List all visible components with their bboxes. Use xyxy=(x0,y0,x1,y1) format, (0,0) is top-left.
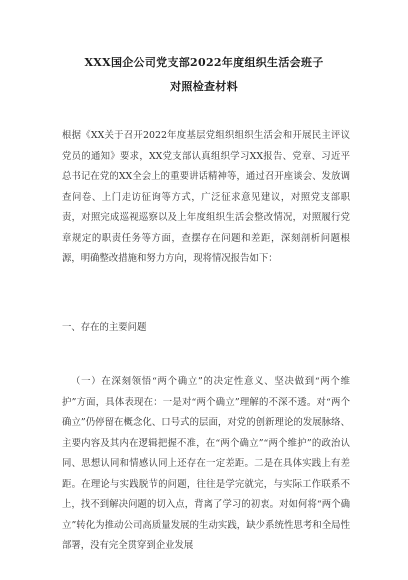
document-title-line-1: XXX国企公司党支部2022年度组织生活会班子 xyxy=(84,56,324,69)
document-title-line-2: 对照检查材料 xyxy=(170,80,238,93)
intro-paragraph: 根据《XX关于召开2022年度基层党组织组织生活会和开展民主评议党员的通知》要求，XX党支部认真组织学习XX报告、党章、习近平总书记在党的XX全会上的重要讲话精神等，通过召开座谈会、发放调查问卷、上门走访征询等方式，广泛征求意见建议，对照党支部职责，对照完成巡视巡察以及上年度组织生活会整改情况，对照履行党章规定的职责任务等方面，查摆存在问题和差距，深刻剖析问题根源，明确整改措施和努力方向，现将情况报告如下： xyxy=(62,130,350,264)
section-heading: 一、存在的主要问题 xyxy=(62,322,147,333)
item-1-paragraph: （一）在深刻领悟“两个确立”的决定性意义、坚决做到“两个维护”方面，具体表现在：一是对“两个确立”理解的不深不透。对“两个确立”仍停留在概念化、口号式的层面，对党的创新理论的发展脉络、主要内容及其内在逻辑把握不准，在“两个确立”“两个维护”的政治认同、思想认同和情感认同上还存在一定差距。二是在具体实践上有差距。在理论与实践脱节的问题，往往是学完就完，与实际工作联系不上，找不到解决问题的切入点，背离了学习的初衷。对如何将“两个确立”转化为推动公司高质量发展的生动实践，缺少系统性思考和全局性部署，没有完全贯穿到企业发展 xyxy=(62,376,350,551)
